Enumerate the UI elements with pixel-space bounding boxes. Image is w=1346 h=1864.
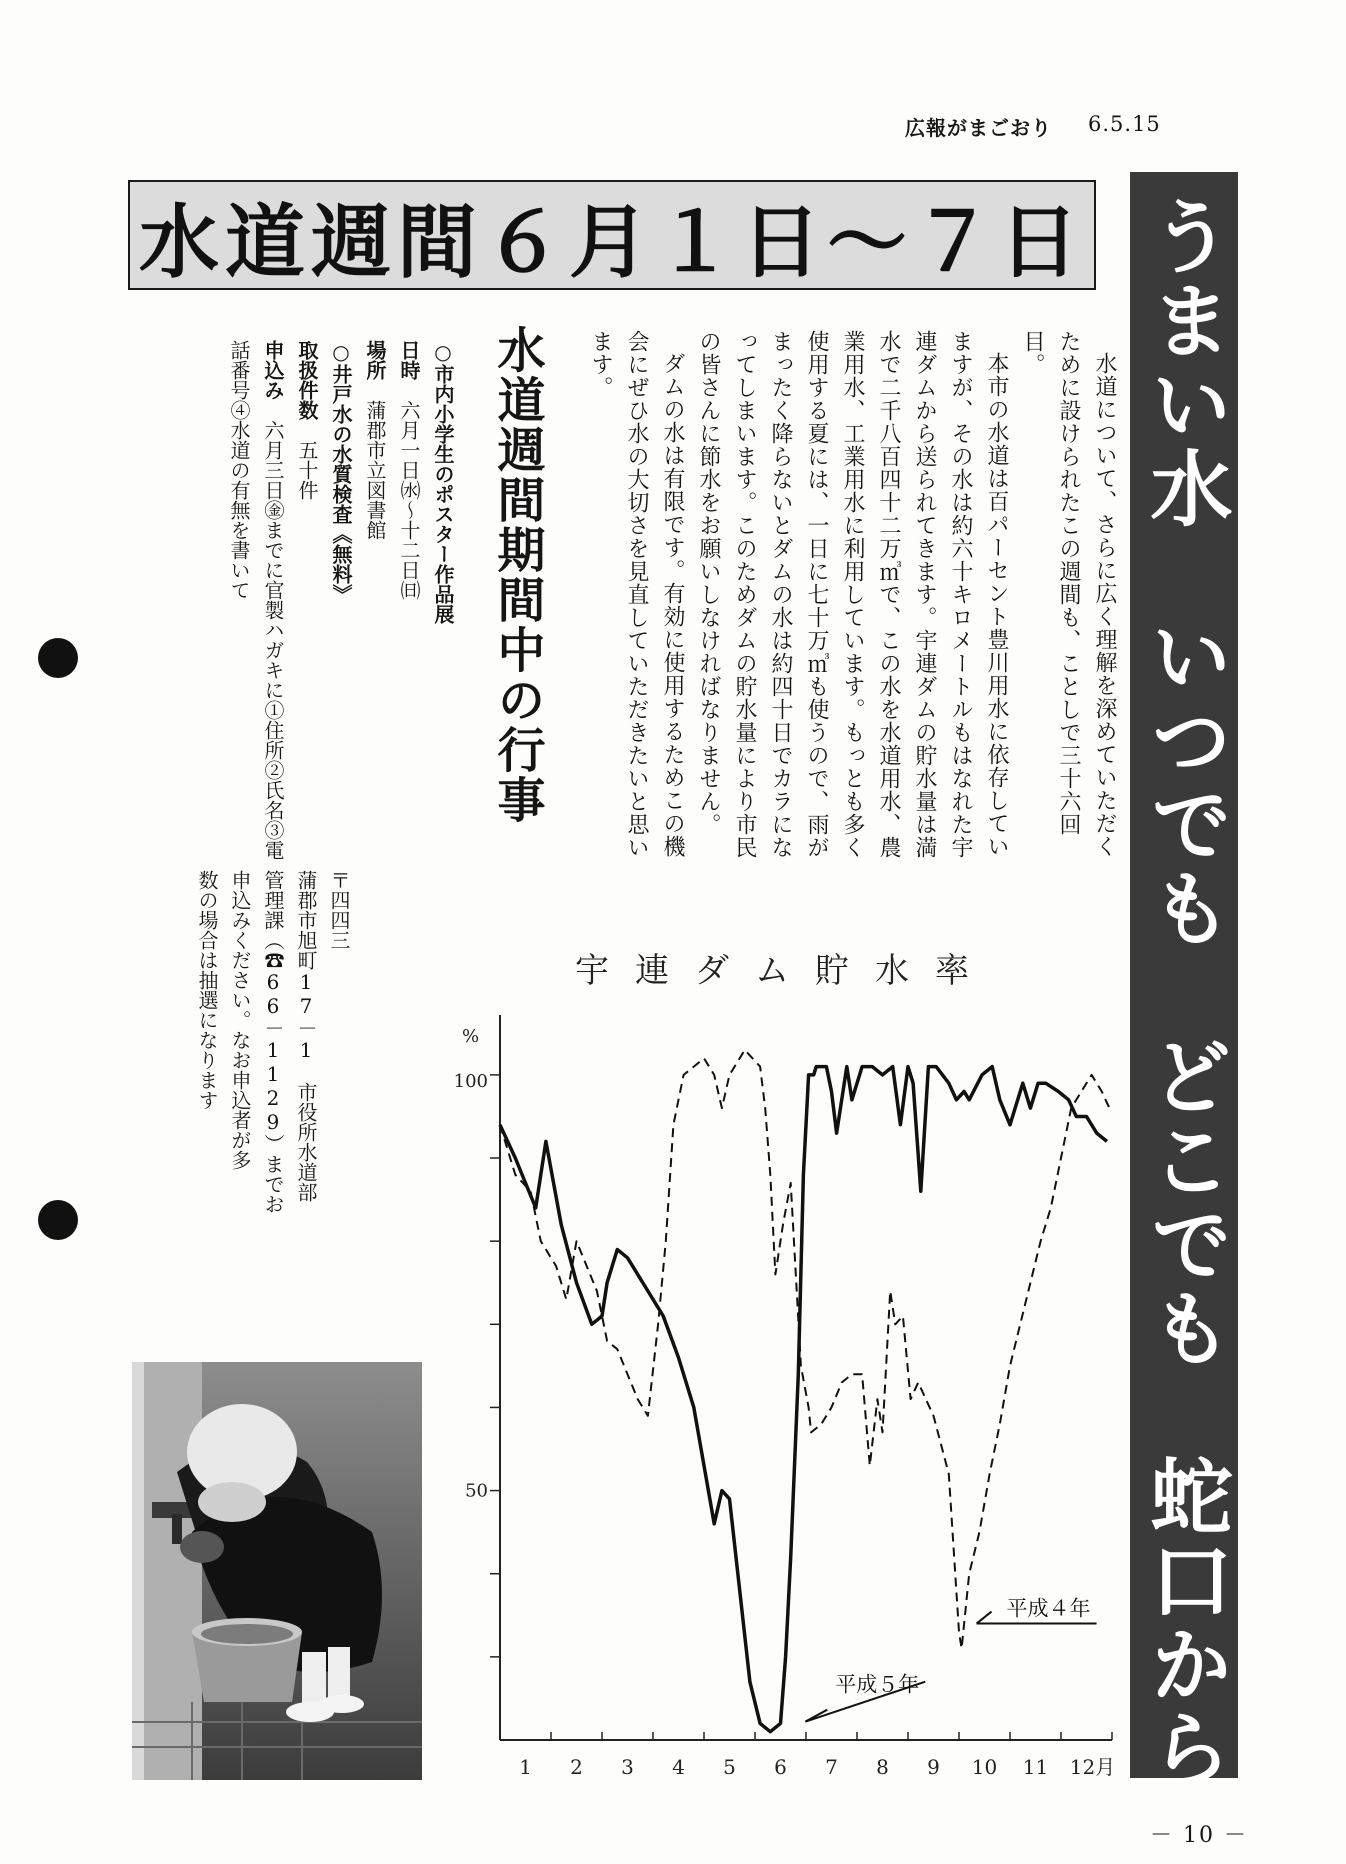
title-banner	[128, 180, 1096, 290]
poster-date-value: 六月一日㈬～十二日㈰	[397, 400, 421, 600]
annotation-heisei4: 平成４年	[1006, 1596, 1091, 1621]
well-apply-value: 六月三日㊎までに官製ハガキに①住所②氏名③電話番号④水道の有無を書いて	[227, 340, 285, 860]
x-tick-label: 2	[570, 1755, 583, 1779]
well-count-label: 取扱件数	[295, 340, 319, 420]
binder-hole	[38, 1200, 78, 1240]
x-tick-label: 1	[519, 1755, 532, 1779]
contact-block	[195, 870, 355, 1270]
x-tick-label: 3	[621, 1755, 634, 1779]
intro-paragraph: ダムの水は有限です。有効に使用するためこの機会にぜひ水の大切さを見直していただきたいと思います。	[588, 330, 685, 859]
dam-storage-chart	[440, 940, 1130, 1790]
chart-series	[500, 1050, 1109, 1732]
chart-title: 宇連ダム貯水率	[575, 951, 995, 991]
chart-annotations	[805, 1597, 1096, 1722]
x-tick-label: 12月	[1069, 1755, 1116, 1779]
contact-line: 〒四四三	[327, 870, 351, 950]
poster-place-value: 蒲郡市立図書館	[363, 400, 387, 540]
binder-hole	[38, 638, 78, 678]
x-tick-label: 11	[1022, 1755, 1049, 1779]
y-axis-unit: %	[462, 1026, 480, 1047]
page-number: － 10 －	[1150, 1823, 1248, 1848]
series-line-heisei5	[500, 1067, 1107, 1732]
intro-article	[588, 330, 1122, 878]
intro-paragraph: 本市の水道は百パーセント豊川用水に依存していますが、その水は約六十キロメートルもはなれた宇連ダムから送られてきます。宇連ダムの貯水量は満水で二千八百四十二万㎥で、この水を水道用水、農業用水、工業用水に利用しています。もっとも多く使用する夏には、一日に七十万㎥も使うので、雨がまったく降らないとダムの水は約四十日でカラになってしまいます。このためダムの貯水量により市民の皆さんに節水をお願いしなければなりません。	[696, 330, 1009, 859]
events-list	[160, 340, 460, 860]
contact-line: 蒲郡市旭町17－1 市役所水道部	[294, 870, 318, 1202]
publication-date: 6.5.15	[1088, 112, 1161, 136]
poster-place-label: 場所	[363, 340, 387, 380]
x-tick-label: 4	[672, 1755, 685, 1779]
annotation-heisei5: 平成５年	[835, 1672, 920, 1697]
x-tick-label: 9	[927, 1755, 940, 1779]
intro-paragraph: 水道について、さらに広く理解を深めていただくために設けられたこの週間も、ことしで三十六回目。	[1020, 330, 1117, 858]
poster-event-place	[358, 340, 392, 860]
well-event-title: ○井戸水の水質検査《無料》	[329, 340, 353, 604]
publication-name: 広報がまごおり	[905, 116, 1052, 140]
page-title: 水道週間６月１日～７日	[139, 195, 1085, 289]
contact-line: 管理課（☎66－1129）までお	[261, 870, 285, 1214]
contact-line: 数の場合は抽選になります	[195, 870, 219, 1110]
x-tick-label: 8	[876, 1755, 889, 1779]
x-tick-label: 6	[774, 1755, 787, 1779]
y-tick-label: 50	[465, 1480, 488, 1502]
poster-event-date	[392, 340, 426, 860]
well-count-value: 五十件	[295, 440, 319, 500]
well-event-count	[290, 340, 324, 860]
x-tick-label: 7	[825, 1755, 838, 1779]
well-event-apply	[222, 340, 290, 860]
side-banner-text: うまい水 いつでも どこでも 蛇口から	[1137, 194, 1232, 1790]
side-banner	[1130, 172, 1238, 1790]
poster-date-label: 日時	[397, 340, 421, 380]
x-tick-label: 10	[971, 1755, 998, 1779]
well-apply-label: 申込み	[261, 340, 285, 400]
child-at-faucet-photo	[132, 1362, 422, 1780]
contact-line: 申込みください。なお申込者が多	[228, 870, 252, 1170]
x-tick-label: 5	[723, 1755, 736, 1779]
events-heading: 水道週間期間中の行事	[489, 325, 545, 825]
poster-event-title: ○市内小学生のポスター作品展	[431, 340, 455, 624]
y-tick-label: 100	[453, 1070, 488, 1092]
